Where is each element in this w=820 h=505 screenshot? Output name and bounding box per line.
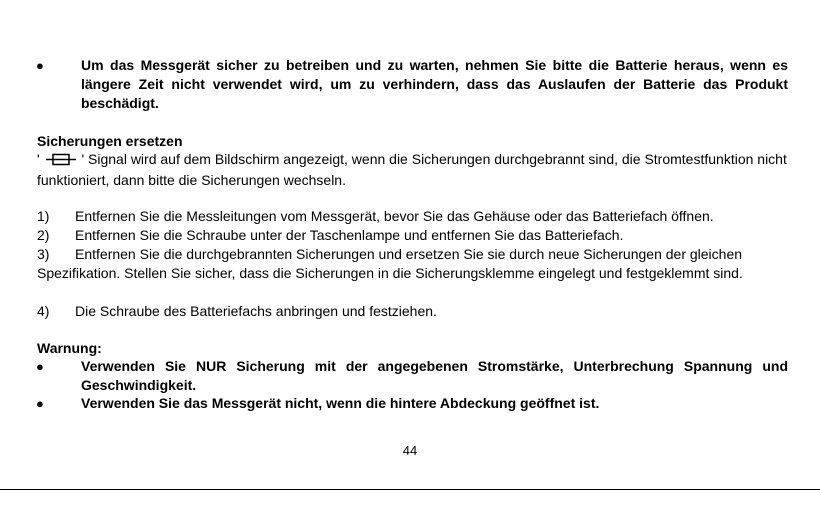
step-number: 2) (37, 227, 50, 243)
warning-bullet-text: Verwenden Sie das Messgerät nicht, wenn die hintere Abdeckung geöffnet ist. (81, 395, 600, 411)
step-number: 4) (37, 303, 50, 319)
fuse-intro-prefix: ' (37, 151, 44, 167)
bullet-symbol: ● (36, 359, 44, 374)
bullet-symbol: ● (36, 396, 44, 411)
step-3 (37, 245, 787, 283)
bottom-divider (0, 489, 820, 490)
step-text: Entfernen Sie die Messleitungen vom Messgerät, bevor Sie das Gehäuse oder das Batteriefach öffnen. (75, 208, 714, 224)
fuse-icon (46, 152, 76, 171)
bullet-symbol: ● (36, 58, 44, 73)
step-number: 1) (37, 208, 50, 224)
step-4 (37, 302, 787, 321)
step-2 (37, 226, 787, 245)
warning-bullet-1 (36, 357, 788, 395)
fuse-intro-paragraph (37, 150, 787, 190)
step-number: 3) (37, 246, 50, 262)
step-1 (37, 207, 787, 226)
step-text: Die Schraube des Batteriefachs anbringen und festziehen. (75, 303, 437, 319)
intro-bullet (36, 56, 788, 113)
fuse-section-heading: Sicherungen ersetzen (37, 133, 183, 149)
intro-bullet-text: Um das Messgerät sicher zu betreiben und zu warten, nehmen Sie bitte die Batterie heraus, wenn es längere Zeit nicht verwendet wird, um zu verhindern, dass das Auslaufen der Batterie das Produkt beschädigt. (81, 57, 788, 111)
page-number: 44 (402, 443, 418, 458)
warning-bullet-text: Verwenden Sie NUR Sicherung mit der angegebenen Stromstärke, Unterbrechung Spannung und Geschwindigkeit. (81, 358, 788, 393)
warning-bullet-2 (36, 394, 788, 413)
step-text: Entfernen Sie die Schraube unter der Taschenlampe und entfernen Sie das Batteriefach. (75, 227, 624, 243)
warning-heading: Warnung: (37, 340, 102, 356)
step-text: Entfernen Sie die durchgebrannten Sicherungen und ersetzen Sie sie durch neue Sicherungen der gleichen Spezifikation. Stellen Sie sicher, dass die Sicherungen in die Sicherungsklemme eingelegt und festgeklemmt sind. (37, 246, 743, 281)
fuse-intro-suffix: ' Signal wird auf dem Bildschirm angezeigt, wenn die Sicherungen durchgebrannt sind, die Stromtestfunktion nicht funktioniert, dann bitte die Sicherungen wechseln. (37, 151, 787, 188)
